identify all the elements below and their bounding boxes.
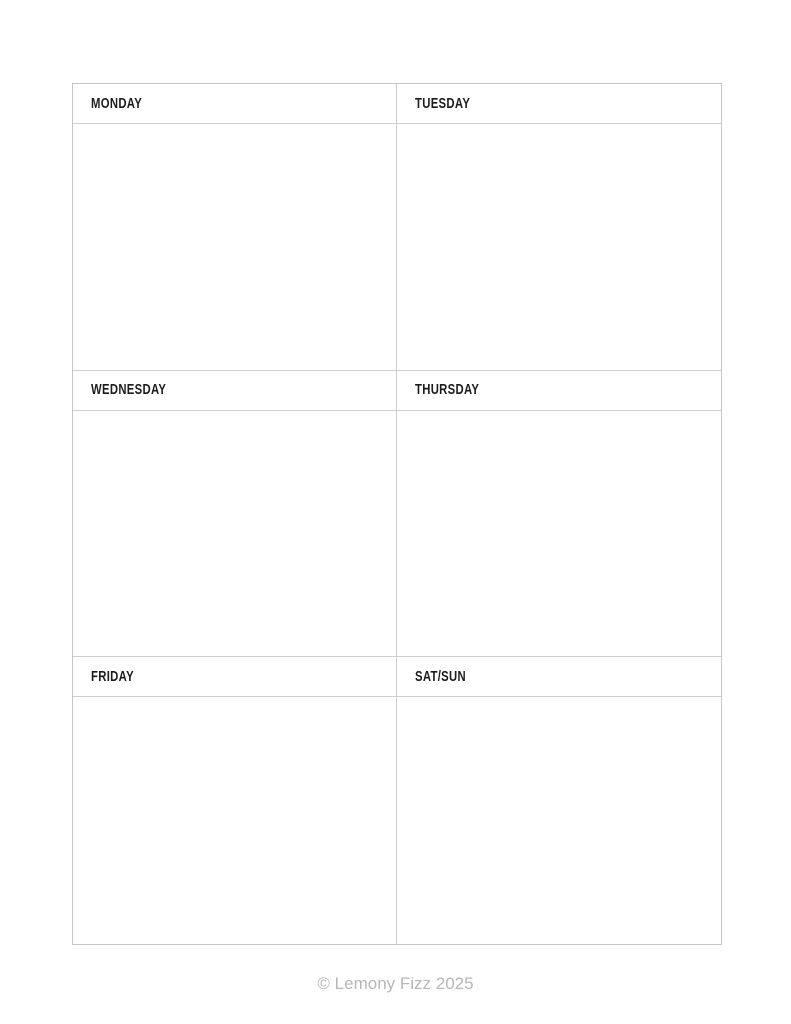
day-header-monday (73, 84, 396, 124)
day-cell-monday (73, 84, 397, 371)
day-notes-area-monday (73, 124, 396, 370)
day-notes-area-wednesday (73, 411, 396, 657)
day-cell-friday (73, 657, 397, 944)
day-label-thursday: THURSDAY (415, 382, 480, 399)
day-label-monday: MONDAY (91, 95, 143, 112)
day-label-wednesday: WEDNESDAY (91, 382, 167, 399)
day-header-satsun (397, 657, 721, 697)
day-cell-satsun (397, 657, 721, 944)
day-header-thursday (397, 371, 721, 411)
day-header-tuesday (397, 84, 721, 124)
day-notes-area-tuesday (397, 124, 721, 370)
day-notes-area-satsun (397, 697, 721, 944)
day-notes-area-thursday (397, 411, 721, 657)
weekly-planner-grid (72, 83, 722, 945)
copyright-footer: © Lemony Fizz 2025 (317, 974, 474, 993)
day-notes-area-friday (73, 697, 396, 944)
day-cell-tuesday (397, 84, 721, 371)
day-label-satsun: SAT/SUN (415, 668, 466, 685)
day-label-friday: FRIDAY (91, 668, 134, 685)
day-header-friday (73, 657, 396, 697)
day-cell-wednesday (73, 371, 397, 658)
day-cell-thursday (397, 371, 721, 658)
day-label-tuesday: TUESDAY (415, 95, 471, 112)
day-header-wednesday (73, 371, 396, 411)
